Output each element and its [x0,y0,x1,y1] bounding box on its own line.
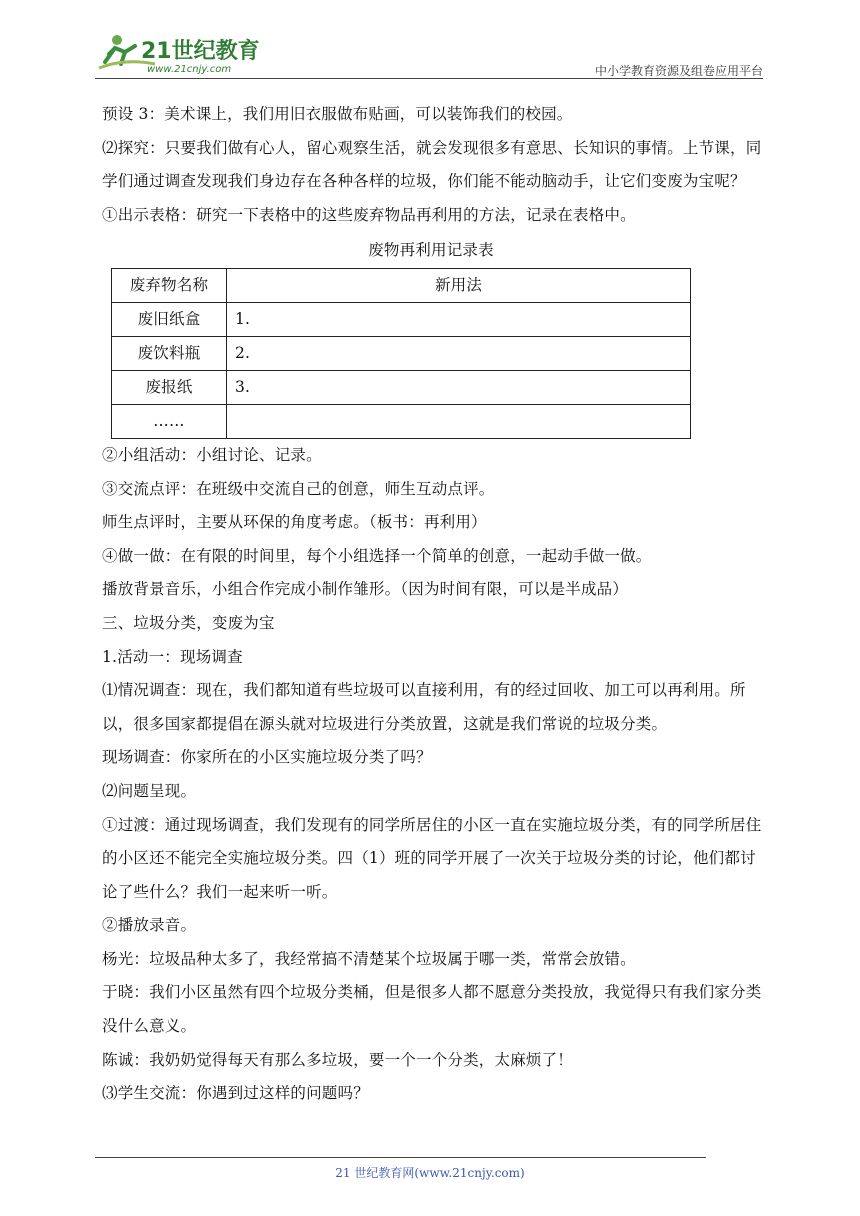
logo-url: www.21cnjy.com [147,64,232,75]
new-use-cell [227,404,691,438]
paragraph: ③交流点评：在班级中交流自己的创意，师生互动点评。 [102,479,495,498]
document-body [102,98,766,1111]
table-header-cell: 废弃物名称 [112,268,227,302]
table-header-row [112,268,691,302]
logo-text: 21世纪教育 [141,39,260,64]
platform-name: 中小学教育资源及组卷应用平台 [594,64,763,78]
paragraph: ⑵问题呈现。 [102,781,197,800]
paragraph: 1.活动一：现场调查 [102,647,243,666]
footer-text: 21 世纪教育网(www.21cnjy.com) [335,1166,525,1180]
table-title: 废物再利用记录表 [368,241,494,260]
waste-name-cell: 废饮料瓶 [112,336,227,370]
logo-21cnjy [95,32,265,76]
paragraph: 杨光：垃圾品种太多了，我经常搞不清楚某个垃圾属于哪一类，常常会放错。 [102,949,636,968]
table-row [112,370,691,404]
new-use-cell: 2. [227,336,691,370]
paragraph: 三、垃圾分类，变废为宝 [102,613,275,632]
paragraphs-before-table [102,98,766,232]
table-row [112,302,691,336]
paragraph: ⑴情况调查：现在，我们都知道有些垃圾可以直接利用，有的经过回收、加工可以再利用。所以，很多国家都提倡在源头就对垃圾进行分类放置，这就是我们常说的垃圾分类。 [102,681,746,733]
paragraph: ⑵探究：只要我们做有心人，留心观察生活，就会发现很多有意思、长知识的事情。上节课，同学们通过调查发现我们身边存在各种各样的垃圾，你们能不能动脑动手，让它们变废为宝呢？ [102,138,762,191]
paragraph: ①过渡：通过现场调查，我们发现有的同学所居住的小区一直在实施垃圾分类，有的同学所居住的小区还不能完全实施垃圾分类。四（1）班的同学开展了一次关于垃圾分类的讨论，他们都讨论了些什么？我们一起来听一听。 [102,815,762,901]
paragraph: 现场调查：你家所在的小区实施垃圾分类了吗？ [102,748,432,767]
new-use-cell: 1. [227,302,691,336]
reuse-record-table [111,268,691,439]
waste-name-cell: 废报纸 [112,370,227,404]
paragraph: 师生点评时，主要从环保的角度考虑。（板书：再利用） [102,513,487,532]
waste-name-cell: …… [112,404,227,438]
footer-divider [95,1157,706,1158]
table-row [112,336,691,370]
paragraph: 于晓：我们小区虽然有四个垃圾分类桶，但是很多人都不愿意分类投放，我觉得只有我们家分类没什么意义。 [102,983,762,1036]
paragraph: 预设 3：美术课上，我们用旧衣服做布贴画，可以装饰我们的校园。 [102,105,573,123]
paragraph: ④做一做：在有限的时间里，每个小组选择一个简单的创意，一起动手做一做。 [102,546,652,565]
paragraph: ⑶学生交流：你遇到过这样的问题吗？ [102,1084,369,1103]
page-header [95,30,763,80]
paragraph: 播放背景音乐，小组合作完成小制作雏形。（因为时间有限，可以是半成品） [102,580,629,599]
table-header-cell: 新用法 [227,268,691,302]
new-use-cell: 3. [227,370,691,404]
paragraphs-after-table [102,439,766,1111]
paragraph: ①出示表格：研究一下表格中的这些废弃物品再利用的方法，记录在表格中。 [102,205,636,224]
paragraph: ②小组活动：小组讨论、记录。 [102,445,322,464]
paragraph: 陈诚：我奶奶觉得每天有那么多垃圾，要一个一个分类，太麻烦了！ [102,1050,574,1069]
paragraph: ②播放录音。 [102,916,197,935]
header-divider [95,78,763,79]
waste-name-cell: 废旧纸盒 [112,302,227,336]
table-row [112,404,691,438]
